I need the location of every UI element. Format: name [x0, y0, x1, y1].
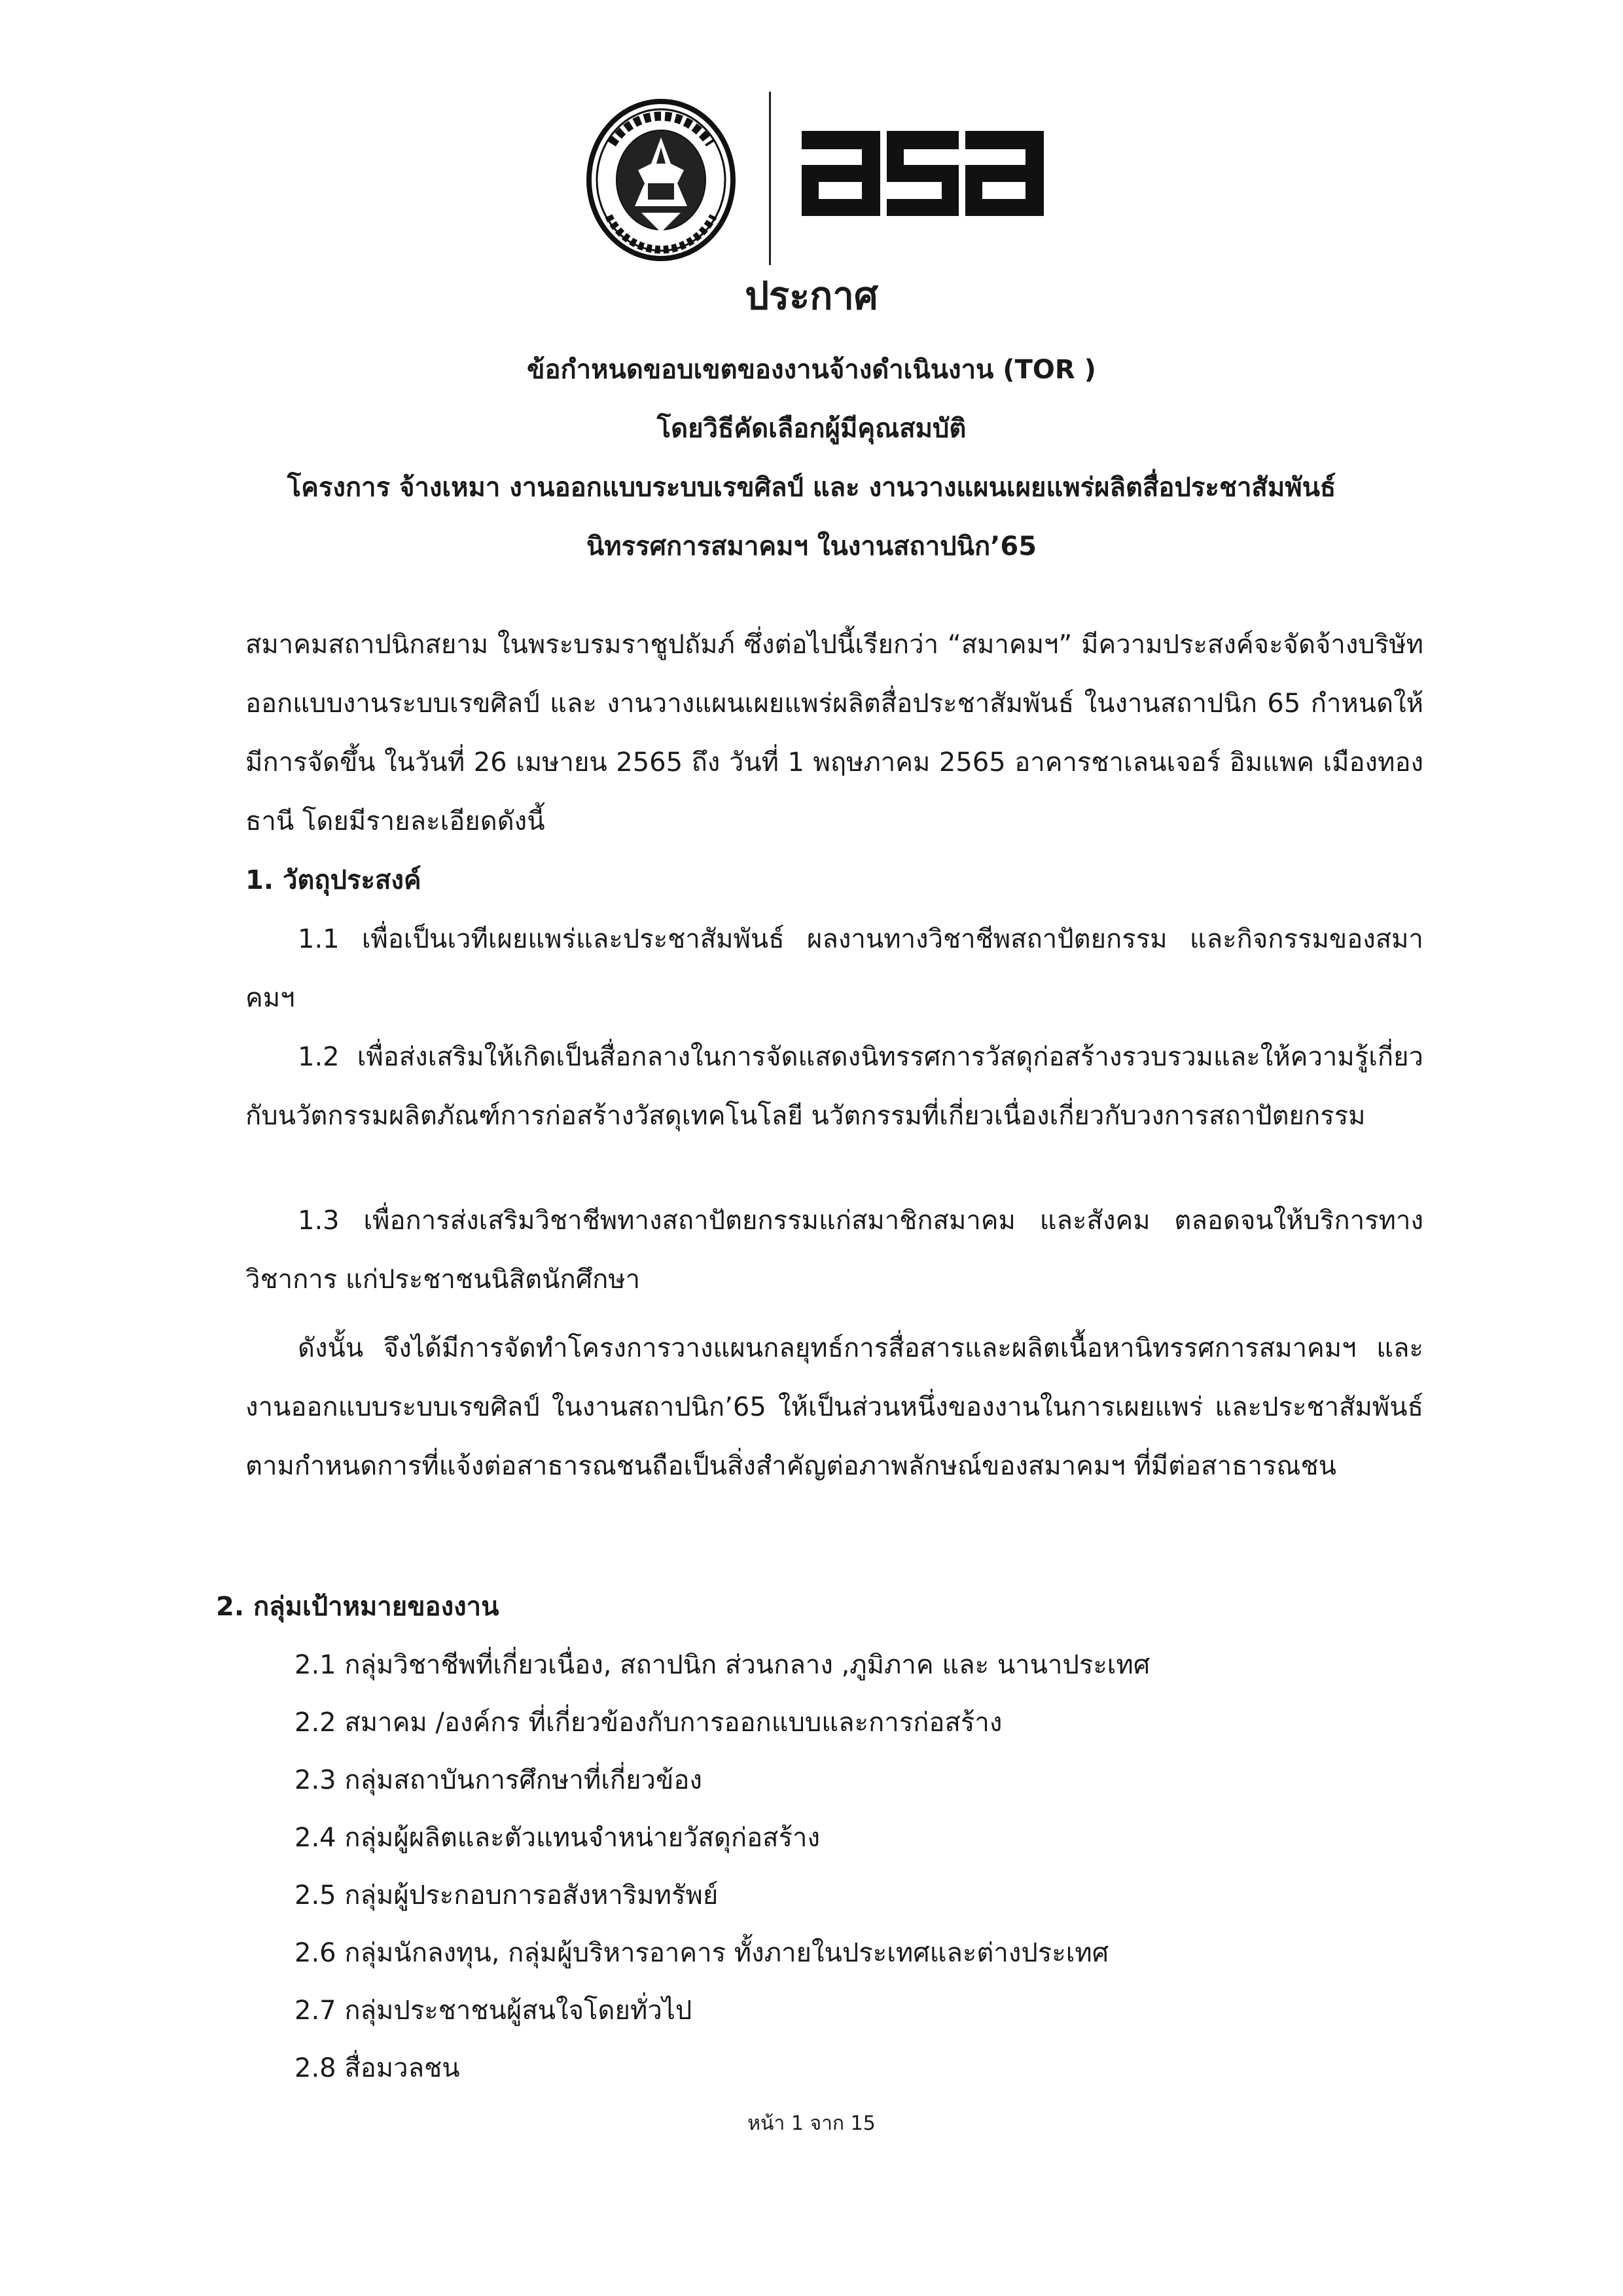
page-number: หน้า 1 จาก 15 — [747, 2112, 876, 2135]
list-item: 2.6 กลุ่มนักลงทุน, กลุ่มผู้บริหารอาคาร ทั้งภายในประเทศและต่างประเทศ — [294, 1938, 1109, 1968]
title-line: โครงการ จ้างเหมา งานออกแบบระบบเรขศิลป์ และ งานวางแผนเผยแพร่ผลิตสื่อประชาสัมพันธ์ — [287, 473, 1336, 503]
objective-item: 1.3 เพื่อการส่งเสริมวิชาชีพทางสถาปัตยกรรมแก่สมาชิกสมาคม และสังคม ตลอดจนให้บริการทางวิชาการ แก่ประชาชนนิสิตนักศึกษา — [245, 1206, 1424, 1295]
title-line: ข้อกำหนดขอบเขตของงานจ้างดำเนินงาน (TOR ) — [527, 355, 1096, 385]
list-item: 2.4 กลุ่มผู้ผลิตและตัวแทนจำหน่ายวัสดุก่อสร้าง — [294, 1823, 820, 1853]
section-1-heading: 1. วัตถุประสงค์ — [245, 865, 421, 895]
list-item: 2.3 กลุ่มสถาบันการศึกษาที่เกี่ยวข้อง — [294, 1765, 702, 1795]
title-line: โดยวิธีคัดเลือกผู้มีคุณสมบัติ — [656, 414, 967, 444]
title-block — [0, 340, 1623, 576]
header-logos — [0, 92, 1623, 268]
section-2-heading: 2. กลุ่มเป้าหมายของงาน — [216, 1592, 499, 1622]
asa-brand-logo — [802, 131, 1044, 216]
title-line: นิทรรศการสมาคมฯ ในงานสถาปนิก’65 — [586, 531, 1037, 562]
target-group-list — [294, 1636, 1150, 2097]
list-item: 2.5 กลุ่มผู้ประกอบการอสังหาริมทรัพย์ — [294, 1880, 719, 1910]
section-1-closing: ดังนั้น จึงได้มีการจัดทำโครงการวางแผนกลยุทธ์การสื่อสารและผลิตเนื้อหานิทรรศการสมาคมฯ และงานออกแบบระบบเรขศิลป์ ในงานสถาปนิก’65 ให้เป็นส่วนหนึ่งของงานในการเผยแพร่ และประชาสัมพันธ์ ตามกำหนดการที่แจ้งต่อสาธารณชนถือเป็นสิ่งสำคัญต่อภาพลักษณ์ของสมาคมฯ ที่มีต่อสาธารณชน — [245, 1333, 1423, 1481]
objective-item: 1.2 เพื่อส่งเสริมให้เกิดเป็นสื่อกลางในการจัดแสดงนิทรรศการวัสดุก่อสร้างรวบรวมและให้ความรู้เกี่ยวกับนวัตกรรมผลิตภัณฑ์การก่อสร้างวัสดุเทคโนโลยี นวัตกรรมที่เกี่ยวเนื่องเกี่ยวกับวงการสถาปัตยกรรม — [245, 1042, 1423, 1131]
list-item: 2.7 กลุ่มประชาชนผู้สนใจโดยทั่วไป — [294, 1996, 692, 2026]
list-item: 2.1 กลุ่มวิชาชีพที่เกี่ยวเนื่อง, สถาปนิก ส่วนกลาง ,ภูมิภาค และ นานาประเทศ — [294, 1650, 1150, 1680]
association-seal-logo — [586, 98, 736, 262]
announcement-title: ประกาศ — [745, 274, 878, 318]
objective-item: 1.1 เพื่อเป็นเวทีเผยแพร่และประชาสัมพันธ์ ผลงานทางวิชาชีพสถาปัตยกรรม และกิจกรรมของสมาคมฯ — [245, 924, 1423, 1013]
intro-paragraph: สมาคมสถาปนิกสยาม ในพระบรมราชูปถัมภ์ ซึ่งต่อไปนี้เรียกว่า “สมาคมฯ” มีความประสงค์จะจัดจ้างบริษัทออกแบบงานระบบเรขศิลป์ และ งานวางแผนเผยแพร่ผลิตสื่อประชาสัมพันธ์ ในงานสถาปนิก 65 กำหนดให้มีการจัดขึ้น ในวันที่ 26 เมษายน 2565 ถึง วันที่ 1 พฤษภาคม 2565 อาคารชาเลนเจอร์ อิมแพค เมืองทองธานี โดยมีรายละเอียดดังนี้ — [245, 630, 1423, 836]
list-item: 2.2 สมาคม /องค์กร ที่เกี่ยวข้องกับการออกแบบและการก่อสร้าง — [294, 1708, 1003, 1738]
list-item: 2.8 สื่อมวลชน — [294, 2053, 460, 2083]
logo-divider — [769, 92, 771, 265]
